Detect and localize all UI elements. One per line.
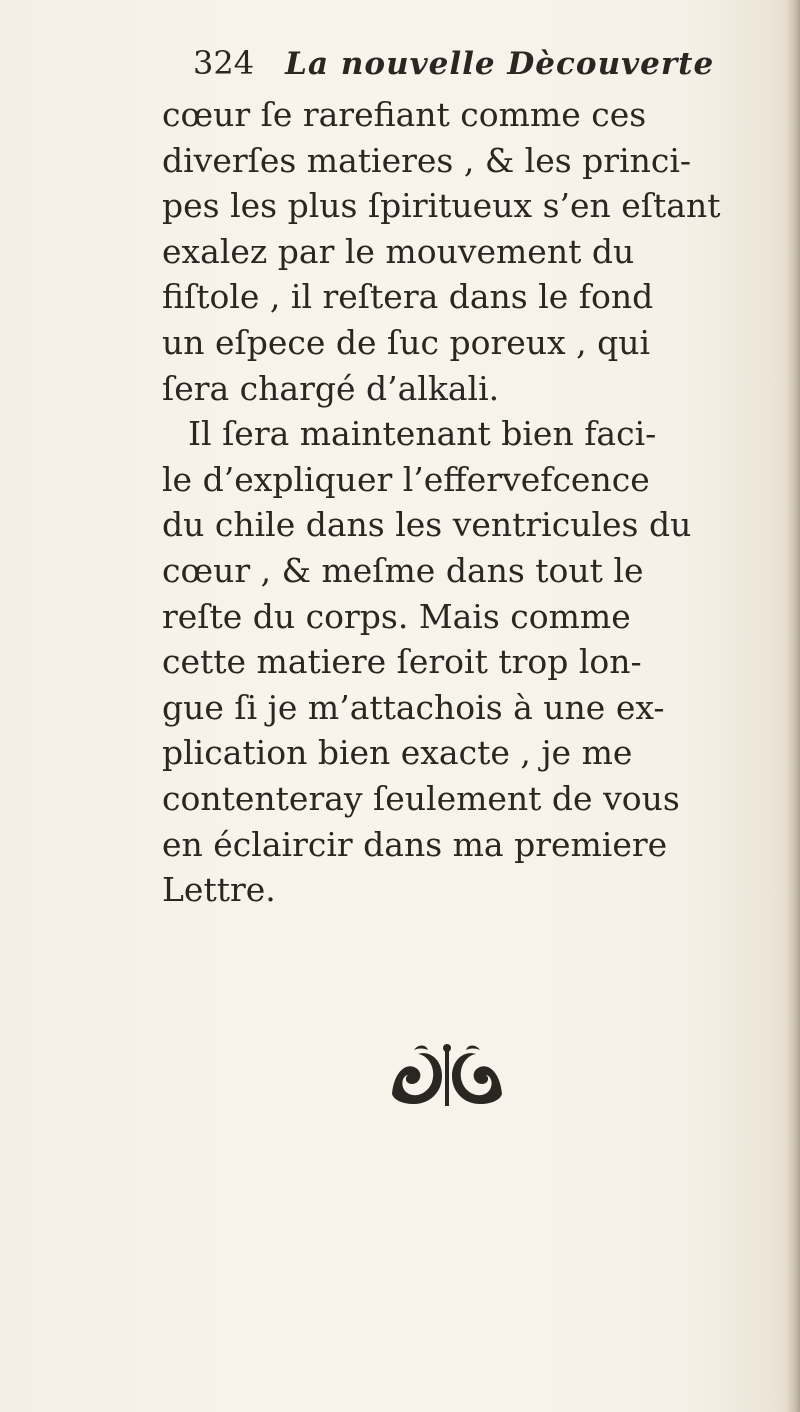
page-header [193,44,753,90]
text-line: exalez par le mouvement du [162,231,635,271]
text-line: fiſtole , il reſtera dans le fond [162,277,654,317]
text-line: gue ſi je m’attachois à une ex- [162,687,665,727]
body-text [162,92,762,913]
text-line: plication bien exacte , je me [162,733,633,773]
text-line: reſte du corps. Mais comme [162,596,631,636]
text-line: pes les plus ſpiritueux s’en eſtant [162,186,721,226]
text-line: diverſes matieres , & les princi- [162,140,692,180]
text-line: Lettre. [162,870,276,910]
text-line: un eſpece de ſuc poreux , qui [162,322,651,362]
text-line: le d’expliquer l’effervefcence [162,459,650,499]
fleuron-ornament-icon [384,1042,510,1110]
text-line: cette matiere ſeroit trop lon- [162,642,642,682]
paragraph-start-line: Il ſera maintenant bien faci- [188,414,657,454]
text-line: du chile dans les ventricules du [162,505,692,545]
text-line: en éclaircir dans ma premiere [162,824,668,864]
text-line: cœur ſe rarefiant comme ces [162,95,647,134]
text-line: cœur , & meſme dans tout le [162,550,644,590]
text-line: ſera chargé d’alkali. [162,368,500,408]
text-line: contenteray ſeulement de vous [162,778,680,818]
page-edge-shadow [786,0,800,1412]
running-title: La nouvelle Dècouverte [285,46,715,82]
page-number: 324 [193,44,255,82]
